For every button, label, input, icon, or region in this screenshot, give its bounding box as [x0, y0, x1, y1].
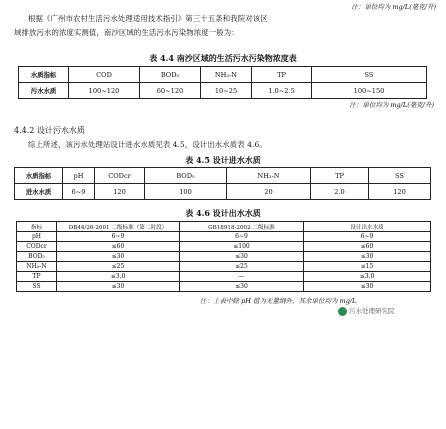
table46-caption: 表 4.6 设计出水水质 — [185, 208, 261, 218]
table45-header-cell: BOD₅ — [145, 168, 227, 184]
table46-cell: CODcr — [17, 242, 57, 252]
table46-cell: ≤25 — [57, 262, 180, 272]
table45-header-cell: 水质指标 — [15, 168, 63, 184]
table-row — [17, 282, 431, 292]
table45-cell: 2.0 — [311, 184, 369, 200]
table46 — [16, 221, 431, 292]
table46-unit-note: 注：上表中除 pH 值为无量纲外，其余单位均为 mg/L — [200, 297, 357, 305]
table46-cell: ≤30 — [57, 252, 180, 262]
table45-header-cell: pH — [63, 168, 95, 184]
table44-header-cell: NH₃-N — [201, 67, 252, 83]
table46-header-row — [17, 222, 431, 232]
table45-cell: 120 — [95, 184, 145, 200]
table44-cell: 10~25 — [201, 83, 252, 99]
watermark-text: 污水处理研究院 — [349, 307, 395, 315]
table45-caption: 表 4.5 设计进水水质 — [185, 155, 261, 165]
table46-cell: ≤15 — [304, 262, 431, 272]
table45-header-cell: TP — [311, 168, 369, 184]
table44-header-cell: BOD₅ — [140, 67, 201, 83]
table46-cell: ≤30 — [180, 282, 304, 292]
table45-cell: 6~9 — [63, 184, 95, 200]
table44-cell: 100~120 — [69, 83, 140, 99]
table46-cell: SS — [17, 282, 57, 292]
table-row — [17, 242, 431, 252]
table44-cell: 污水水质 — [19, 83, 69, 99]
table45-cell: 100 — [145, 184, 227, 200]
table46-cell: NH₃-N — [17, 262, 57, 272]
table46-cell: — — [180, 272, 304, 282]
table45-header-cell: SS — [369, 168, 431, 184]
table46-cell: ≤30 — [304, 252, 431, 262]
section-heading: 4.4.2 设计污水水质 — [14, 126, 85, 135]
table45 — [14, 167, 431, 200]
table-row — [17, 252, 431, 262]
table45-cell: 20 — [227, 184, 311, 200]
table46-cell: pH — [17, 232, 57, 242]
table46-header-cell: 设计出水水质 — [304, 222, 431, 232]
table46-cell: 6~9 — [304, 232, 431, 242]
table46-cell: ≤3.0 — [57, 272, 180, 282]
table46-header-cell: 指标 — [17, 222, 57, 232]
table46-cell: ≤3.0 — [304, 272, 431, 282]
table46-cell: ≤30 — [57, 282, 180, 292]
table46-cell: 6~9 — [180, 232, 304, 242]
table44-cell: 1.0~2.5 — [252, 83, 312, 99]
table45-header-cell: NH₃-N — [227, 168, 311, 184]
table44-header-cell: 水质指标 — [19, 67, 69, 83]
table44-header-cell: COD — [69, 67, 140, 83]
table46-cell: ≤30 — [304, 282, 431, 292]
table44-header-row — [19, 67, 427, 83]
table44 — [18, 66, 427, 99]
table46-cell: TP — [17, 272, 57, 282]
table46-header-cell: DB44/26-2001 二级标准（第二时段） — [57, 222, 180, 232]
table-row — [17, 262, 431, 272]
wechat-icon — [338, 307, 347, 316]
watermark — [338, 306, 395, 316]
section-text: 综上所述，该污水处理站设计进水水质见表 4.5，设计出水水质表 4.6。 — [28, 140, 267, 149]
table45-data-row — [15, 184, 431, 200]
table46-cell: ≤60 — [304, 242, 431, 252]
table46-header-cell: GB18918-2002 二级标准 — [180, 222, 304, 232]
intro-line-2: 域排放污水的浓度实测值，南沙区域的生活污水污染物浓度一般为： — [14, 28, 239, 37]
table44-caption: 表 4.4 南沙区域的生活污水污染物浓度表 — [149, 53, 297, 63]
table44-cell: 100~150 — [312, 83, 427, 99]
table45-header-cell: CODcr — [95, 168, 145, 184]
table44-header-cell: TP — [252, 67, 312, 83]
intro-paragraph — [14, 12, 442, 40]
table46-cell: ≤100 — [180, 242, 304, 252]
table46-cell: ≤30 — [180, 252, 304, 262]
table44-unit-note: 注：单位均为 mg/L(毫克/升) — [349, 101, 434, 109]
table45-cell: 进水水质 — [15, 184, 63, 200]
table45-cell: 120 — [369, 184, 431, 200]
table46-cell: BOD₅ — [17, 252, 57, 262]
table44-data-row — [19, 83, 427, 99]
table45-header-row — [15, 168, 431, 184]
table44-header-cell: SS — [312, 67, 427, 83]
table44-cell: 60~120 — [140, 83, 201, 99]
table46-cell: 6~9 — [57, 232, 180, 242]
table46-cell: ≤60 — [57, 242, 180, 252]
table-row — [17, 232, 431, 242]
table-row — [17, 272, 431, 282]
table46-cell: ≤25 — [180, 262, 304, 272]
intro-line-1: 根据《广州市农村生活污水处理适用技术指引》第三十五条和我院对该区 — [28, 14, 268, 23]
top-unit-note: 注：单位均为 mg/L(毫克/升) — [351, 3, 436, 11]
